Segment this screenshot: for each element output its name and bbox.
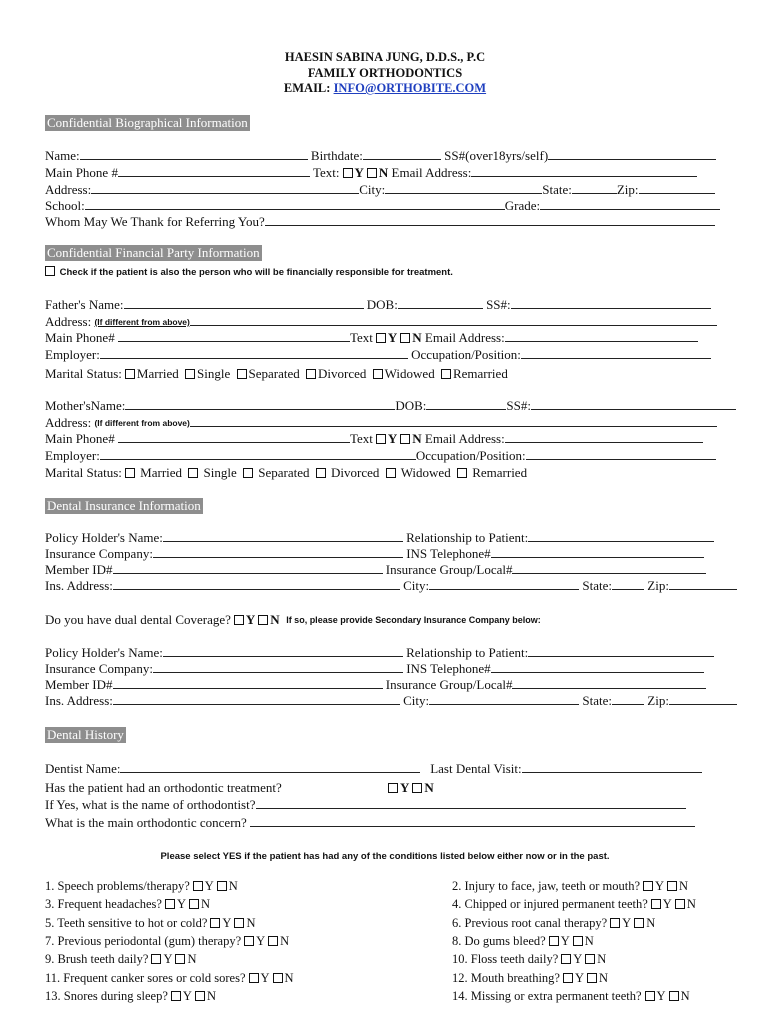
row-company xyxy=(45,546,704,562)
condition-label: 8. Do gums bleed? xyxy=(452,933,546,948)
condition-no-checkbox[interactable] xyxy=(634,918,644,928)
row-company-2 xyxy=(45,661,704,677)
financial-check-row xyxy=(45,266,453,278)
no-label: N xyxy=(584,933,594,948)
ins-zip-label: Zip: xyxy=(647,693,669,708)
orthodontist-field[interactable] xyxy=(256,797,686,809)
father-dob-field[interactable] xyxy=(398,297,483,309)
ins-state-label: State: xyxy=(582,578,613,593)
condition-yes-checkbox[interactable] xyxy=(610,918,620,928)
widowed-label: Widowed xyxy=(400,465,451,480)
yes-label: Y xyxy=(204,879,214,893)
dual-yes-checkbox[interactable] xyxy=(234,615,244,625)
condition-yes-checkbox[interactable] xyxy=(643,881,653,891)
no-label: N xyxy=(686,897,696,912)
row-phone xyxy=(45,165,697,181)
concern-question: What is the main orthodontic concern? xyxy=(45,815,247,830)
school-label: School: xyxy=(45,198,85,213)
yes-label: Y xyxy=(560,933,570,948)
condition-no-checkbox[interactable] xyxy=(189,899,199,909)
grade-field[interactable] xyxy=(540,198,720,210)
no-label: N xyxy=(599,970,609,985)
school-field[interactable] xyxy=(85,198,505,210)
no-label: N xyxy=(680,988,690,1003)
holder-label: Policy Holder's Name: xyxy=(45,645,163,660)
father-employer-label: Employer: xyxy=(45,347,100,362)
condition-yes-checkbox[interactable] xyxy=(561,954,571,964)
row-mother-address xyxy=(45,415,717,431)
yes-label: Y xyxy=(387,431,398,446)
last-visit-label: Last Dental Visit: xyxy=(430,761,522,776)
condition-no-checkbox[interactable] xyxy=(669,991,679,1001)
condition-no-checkbox[interactable] xyxy=(175,954,185,964)
married-checkbox[interactable] xyxy=(125,468,135,478)
practice-specialty: FAMILY ORTHODONTICS xyxy=(307,66,463,80)
remarried-label: Remarried xyxy=(452,366,508,381)
father-phone-label: Main Phone# xyxy=(45,330,115,345)
row-ins-address-2 xyxy=(45,693,737,709)
condition-yes-checkbox[interactable] xyxy=(549,936,559,946)
no-label: N xyxy=(246,915,256,930)
mother-dob-field[interactable] xyxy=(426,398,506,410)
mother-name-field[interactable] xyxy=(125,398,395,410)
row-holder xyxy=(45,530,714,546)
row-father-marital xyxy=(45,366,508,382)
main-phone-field[interactable] xyxy=(118,165,310,177)
referral-label: Whom May We Thank for Referring You? xyxy=(45,214,265,229)
mother-employer-field[interactable] xyxy=(100,448,416,460)
group-field-2[interactable] xyxy=(512,677,706,689)
divorced-checkbox[interactable] xyxy=(306,369,316,379)
zip-field[interactable] xyxy=(639,182,715,194)
yes-label: Y xyxy=(256,933,266,948)
state-label: State: xyxy=(542,182,572,197)
yes-label: Y xyxy=(245,612,256,627)
group-label: Insurance Group/Local# xyxy=(385,562,513,577)
father-employer-field[interactable] xyxy=(100,347,408,359)
condition-label: 12. Mouth breathing? xyxy=(452,970,560,985)
condition-label: 1. Speech problems/therapy? xyxy=(45,879,190,893)
condition-yes-checkbox[interactable] xyxy=(651,899,661,909)
mother-phone-label: Main Phone# xyxy=(45,431,115,446)
father-dob-label: DOB: xyxy=(366,297,398,312)
relationship-field[interactable] xyxy=(528,530,714,542)
name-field[interactable] xyxy=(80,148,308,160)
mother-ss-field[interactable] xyxy=(531,398,736,410)
condition-no-checkbox[interactable] xyxy=(273,973,283,983)
yes-label: Y xyxy=(222,915,232,930)
separated-label: Separated xyxy=(258,465,310,480)
row-member xyxy=(45,562,706,578)
father-name-field[interactable] xyxy=(124,297,364,309)
if-different-note: (If different from above) xyxy=(94,317,190,327)
father-ss-label: SS#: xyxy=(486,297,511,312)
patient-responsible-checkbox[interactable] xyxy=(45,266,55,276)
row-father-employer xyxy=(45,347,711,363)
row-ortho-q xyxy=(45,780,282,796)
yes-label: Y xyxy=(260,970,270,985)
relationship-label: Relationship to Patient: xyxy=(406,645,529,660)
row-father xyxy=(45,297,711,313)
condition-no-checkbox[interactable] xyxy=(587,973,597,983)
yes-label: Y xyxy=(622,915,632,930)
relationship-label: Relationship to Patient: xyxy=(406,530,529,545)
condition-no-checkbox[interactable] xyxy=(217,881,227,891)
text-no-checkbox[interactable] xyxy=(367,168,377,178)
right-condition-2 xyxy=(452,896,696,912)
company-label: Insurance Company: xyxy=(45,546,153,561)
condition-label: 10. Floss teeth daily? xyxy=(452,952,559,967)
yes-label: Y xyxy=(573,952,583,967)
group-field[interactable] xyxy=(512,562,706,574)
email-link[interactable]: INFO@ORTHOBITE.COM xyxy=(333,81,487,95)
mother-email-label: Email Address: xyxy=(424,431,505,446)
ins-zip-label: Zip: xyxy=(647,578,669,593)
holder-field[interactable] xyxy=(163,530,403,542)
no-label: N xyxy=(228,879,238,893)
no-label: N xyxy=(424,780,434,795)
divorced-label: Divorced xyxy=(331,465,380,480)
email-label: EMAIL: xyxy=(283,81,331,95)
section-title-biographical: Confidential Biographical Information xyxy=(47,115,248,130)
company-field[interactable] xyxy=(153,546,403,558)
row-member-2 xyxy=(45,677,706,693)
birthdate-field[interactable] xyxy=(363,148,441,160)
father-address-field[interactable] xyxy=(190,314,717,326)
yes-label: Y xyxy=(182,988,192,1003)
yes-label: Y xyxy=(163,952,173,967)
condition-no-checkbox[interactable] xyxy=(195,991,205,1001)
row-school xyxy=(45,198,720,214)
mother-text-yes-checkbox[interactable] xyxy=(376,434,386,444)
row-father-phone xyxy=(45,330,698,346)
dual-label: Do you have dual dental Coverage? xyxy=(45,612,231,627)
dual-note: If so, please provide Secondary Insurance Company below: xyxy=(286,615,541,625)
condition-label: 11. Frequent canker sores or cold sores? xyxy=(45,970,246,985)
remarried-checkbox[interactable] xyxy=(457,468,467,478)
condition-yes-checkbox[interactable] xyxy=(563,973,573,983)
yes-label: Y xyxy=(655,879,665,893)
ortho-question: Has the patient had an orthodontic treatment? xyxy=(45,780,282,795)
row-dual xyxy=(45,612,541,628)
father-address-label: Address: xyxy=(45,314,92,329)
mother-occupation-field[interactable] xyxy=(526,448,716,460)
condition-yes-checkbox[interactable] xyxy=(244,936,254,946)
widowed-label: Widowed xyxy=(384,366,435,381)
last-visit-field[interactable] xyxy=(522,761,702,773)
condition-yes-checkbox[interactable] xyxy=(165,899,175,909)
ins-city-field-2[interactable] xyxy=(429,693,579,705)
mother-email-field[interactable] xyxy=(505,431,703,443)
row-mother-employer xyxy=(45,448,716,464)
right-condition-5 xyxy=(452,951,606,967)
ins-tel-field[interactable] xyxy=(491,546,704,558)
financial-check-note: Check if the patient is also the person who will be financially responsible for treatment. xyxy=(59,267,453,278)
ss-field[interactable] xyxy=(548,148,716,160)
no-label: N xyxy=(412,330,422,345)
row-ins-address xyxy=(45,578,737,594)
city-label: City: xyxy=(359,182,386,197)
condition-yes-checkbox[interactable] xyxy=(249,973,259,983)
section-title-insurance: Dental Insurance Information xyxy=(47,498,201,513)
single-checkbox[interactable] xyxy=(188,468,198,478)
member-field-2[interactable] xyxy=(113,677,383,689)
orthodontist-question: If Yes, what is the name of orthodontist? xyxy=(45,797,256,812)
dentist-label: Dentist Name: xyxy=(45,761,121,776)
right-condition-7 xyxy=(452,988,690,1004)
ins-address-field-2[interactable] xyxy=(113,693,400,705)
yes-label: Y xyxy=(176,897,186,912)
holder-label: Policy Holder's Name: xyxy=(45,530,163,545)
section-title-history: Dental History xyxy=(47,727,124,742)
condition-yes-checkbox[interactable] xyxy=(645,991,655,1001)
name-label: Name: xyxy=(45,148,80,163)
separated-label: Separated xyxy=(248,366,300,381)
condition-no-checkbox[interactable] xyxy=(234,918,244,928)
widowed-checkbox[interactable] xyxy=(373,369,383,379)
condition-label: 6. Previous root canal therapy? xyxy=(452,915,608,930)
text-label: Text: xyxy=(312,165,340,180)
left-condition-6 xyxy=(45,970,294,986)
married-checkbox[interactable] xyxy=(125,369,135,379)
left-condition-2 xyxy=(45,896,210,912)
email-address-label: Email Address: xyxy=(391,165,472,180)
mother-address-label: Address: xyxy=(45,415,92,430)
ins-city-label: City: xyxy=(403,578,430,593)
holder-field-2[interactable] xyxy=(163,645,403,657)
if-different-note: (If different from above) xyxy=(94,418,190,428)
condition-yes-checkbox[interactable] xyxy=(210,918,220,928)
ins-tel-field-2[interactable] xyxy=(491,661,704,673)
ins-city-field[interactable] xyxy=(429,578,579,590)
no-label: N xyxy=(206,988,216,1003)
father-text-no-checkbox[interactable] xyxy=(400,333,410,343)
section-title-financial: Confidential Financial Party Information xyxy=(47,245,260,260)
marital-label: Marital Status: xyxy=(45,465,122,480)
condition-label: 3. Frequent headaches? xyxy=(45,897,162,912)
no-label: N xyxy=(201,897,211,912)
email-address-field[interactable] xyxy=(471,165,697,177)
left-condition-7 xyxy=(45,988,216,1004)
ortho-yes-checkbox[interactable] xyxy=(388,783,398,793)
condition-yes-checkbox[interactable] xyxy=(193,881,203,891)
no-label: N xyxy=(187,952,197,967)
condition-label: 2. Injury to face, jaw, teeth or mouth? xyxy=(452,879,641,893)
row-referral xyxy=(45,214,715,230)
ortho-no-checkbox[interactable] xyxy=(412,783,422,793)
father-phone-field[interactable] xyxy=(118,330,350,342)
remarried-label: Remarried xyxy=(472,465,528,480)
condition-yes-checkbox[interactable] xyxy=(171,991,181,1001)
company-field-2[interactable] xyxy=(153,661,403,673)
concern-field[interactable] xyxy=(250,815,695,827)
member-label: Member ID# xyxy=(45,562,113,577)
condition-no-checkbox[interactable] xyxy=(585,954,595,964)
row-concern xyxy=(45,815,695,831)
no-label: N xyxy=(284,970,294,985)
ins-address-field[interactable] xyxy=(113,578,400,590)
single-label: Single xyxy=(197,366,231,381)
ins-state-field-2[interactable] xyxy=(612,693,644,705)
company-label: Insurance Company: xyxy=(45,661,153,676)
no-label: N xyxy=(280,933,290,948)
condition-no-checkbox[interactable] xyxy=(573,936,583,946)
ins-zip-field[interactable] xyxy=(669,578,737,590)
condition-label: 5. Teeth sensitive to hot or cold? xyxy=(45,915,208,930)
ins-city-label: City: xyxy=(403,693,430,708)
condition-yes-checkbox[interactable] xyxy=(151,954,161,964)
condition-label: 9. Brush teeth daily? xyxy=(45,952,149,967)
yes-label: Y xyxy=(354,165,364,180)
row-address xyxy=(45,182,715,198)
mother-address-field[interactable] xyxy=(190,415,717,427)
mother-occupation-label: Occupation/Position: xyxy=(415,448,526,463)
city-field[interactable] xyxy=(385,182,542,194)
no-label: N xyxy=(378,165,389,180)
ins-address-label: Ins. Address: xyxy=(45,578,113,593)
condition-no-checkbox[interactable] xyxy=(667,881,677,891)
address-label: Address: xyxy=(45,182,92,197)
text-yes-checkbox[interactable] xyxy=(343,168,353,178)
yes-label: Y xyxy=(387,330,398,345)
father-occupation-label: Occupation/Position: xyxy=(411,347,521,362)
no-label: N xyxy=(679,879,689,893)
condition-label: 7. Previous periodontal (gum) therapy? xyxy=(45,933,242,948)
yes-label: Y xyxy=(662,897,672,912)
practice-name: HAESIN SABINA JUNG, D.D.S., P.C xyxy=(284,50,486,64)
yes-label: Y xyxy=(656,988,666,1003)
single-label: Single xyxy=(203,465,237,480)
married-label: Married xyxy=(136,366,179,381)
condition-no-checkbox[interactable] xyxy=(675,899,685,909)
row-mother xyxy=(45,398,736,414)
ins-state-field[interactable] xyxy=(612,578,644,590)
grade-label: Grade: xyxy=(504,198,541,213)
marital-label: Marital Status: xyxy=(45,366,122,381)
row-father-address xyxy=(45,314,717,330)
zip-label: Zip: xyxy=(616,182,639,197)
father-text-yes-checkbox[interactable] xyxy=(376,333,386,343)
relationship-field-2[interactable] xyxy=(528,645,714,657)
mother-dob-label: DOB: xyxy=(395,398,427,413)
ss-label: SS#(over18yrs/self) xyxy=(444,148,549,163)
left-condition-5 xyxy=(45,951,197,967)
main-phone-label: Main Phone # xyxy=(45,165,118,180)
condition-label: 4. Chipped or injured permanent teeth? xyxy=(452,897,648,912)
single-checkbox[interactable] xyxy=(185,369,195,379)
right-condition-1 xyxy=(452,878,688,894)
left-condition-3 xyxy=(45,915,255,931)
mother-phone-field[interactable] xyxy=(118,431,350,443)
row-mother-marital xyxy=(45,465,527,481)
mother-text-label: Text xyxy=(349,431,373,446)
married-label: Married xyxy=(140,465,183,480)
state-field[interactable] xyxy=(572,182,617,194)
no-label: N xyxy=(270,612,280,627)
no-label: N xyxy=(412,431,422,446)
right-condition-6 xyxy=(452,970,608,986)
yes-label: Y xyxy=(574,970,584,985)
row-name xyxy=(45,148,716,164)
ins-address-label: Ins. Address: xyxy=(45,693,113,708)
mother-text-no-checkbox[interactable] xyxy=(400,434,410,444)
mother-employer-label: Employer: xyxy=(45,448,100,463)
father-name-label: Father's Name: xyxy=(45,297,124,312)
condition-label: 14. Missing or extra permanent teeth? xyxy=(452,988,642,1003)
separated-checkbox[interactable] xyxy=(243,468,253,478)
group-label: Insurance Group/Local# xyxy=(385,677,513,692)
member-label: Member ID# xyxy=(45,677,113,692)
dentist-field[interactable] xyxy=(120,761,420,773)
right-condition-3 xyxy=(452,915,655,931)
father-occupation-field[interactable] xyxy=(521,347,711,359)
father-ss-field[interactable] xyxy=(511,297,711,309)
left-condition-1 xyxy=(45,878,238,894)
row-orthodontist xyxy=(45,797,686,813)
conditions-note: Please select YES if the patient has had any of the conditions listed below either now or in the past. xyxy=(160,851,610,862)
widowed-checkbox[interactable] xyxy=(386,468,396,478)
divorced-label: Divorced xyxy=(318,366,367,381)
no-label: N xyxy=(597,952,607,967)
mother-ss-label: SS#: xyxy=(506,398,531,413)
father-text-label: Text xyxy=(349,330,373,345)
birthdate-label: Birthdate: xyxy=(310,148,363,163)
referral-field[interactable] xyxy=(265,214,715,226)
address-field[interactable] xyxy=(91,182,359,194)
ins-state-label: State: xyxy=(582,693,613,708)
row-holder-2 xyxy=(45,645,714,661)
ins-zip-field-2[interactable] xyxy=(669,693,737,705)
row-ortho-yn xyxy=(385,780,434,796)
father-email-field[interactable] xyxy=(505,330,698,342)
left-condition-4 xyxy=(45,933,289,949)
condition-no-checkbox[interactable] xyxy=(268,936,278,946)
practice-email-line xyxy=(0,81,770,96)
right-condition-4 xyxy=(452,933,594,949)
ins-tel-label: INS Telephone# xyxy=(406,661,491,676)
condition-label: 13. Snores during sleep? xyxy=(45,988,168,1003)
yes-label: Y xyxy=(400,780,410,795)
father-email-label: Email Address: xyxy=(424,330,505,345)
no-label: N xyxy=(646,915,656,930)
divorced-checkbox[interactable] xyxy=(316,468,326,478)
dual-no-checkbox[interactable] xyxy=(258,615,268,625)
ins-tel-label: INS Telephone# xyxy=(406,546,491,561)
separated-checkbox[interactable] xyxy=(237,369,247,379)
remarried-checkbox[interactable] xyxy=(441,369,451,379)
row-mother-phone xyxy=(45,431,703,447)
mother-name-label: Mother'sName: xyxy=(45,398,126,413)
member-field[interactable] xyxy=(113,562,383,574)
row-dentist xyxy=(45,761,702,777)
